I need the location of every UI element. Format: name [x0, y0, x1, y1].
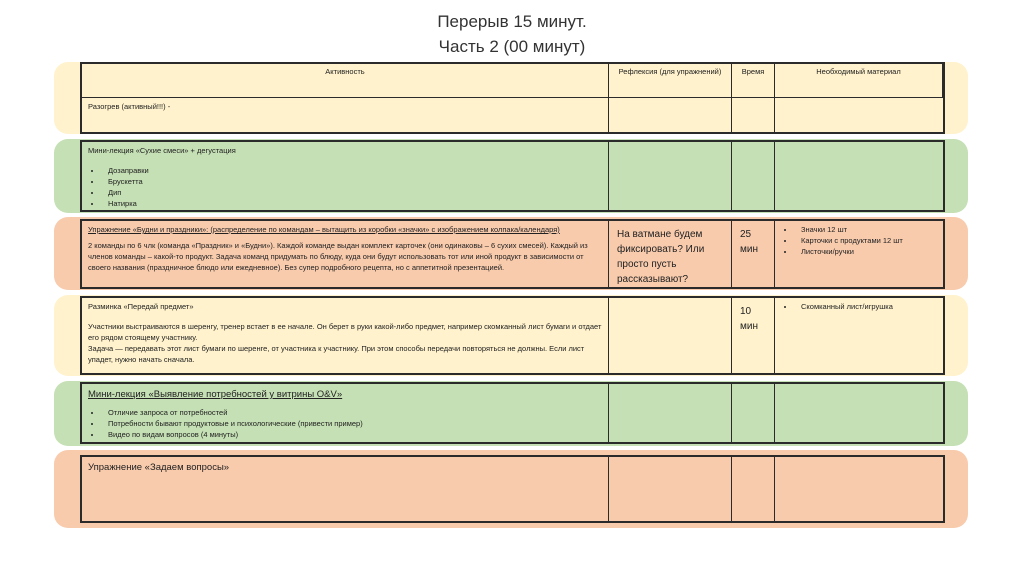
list-item: • Листочки/ручки	[795, 247, 937, 258]
material-cell	[775, 298, 943, 373]
list-item: • Видео по видам вопросов (4 минуты)	[102, 430, 602, 441]
activity-description: 2 команды по 6 члк (команда «Праздник» и «Будни»). Каждой команде выдан комплект карточек (они одинаковы – 6 сухих смесей). Каждый из членов команды – какой-то продукт. Задача команд придумать по блюду, куда они будут использовать тот или иной продукт в зависимости от своего названия (праздничное блюдо или ежедневное). Без супер подробного рецепта, но с аппетитной презентацией.	[88, 240, 588, 272]
activity-title: Разогрев (активный!!!) -	[88, 101, 171, 111]
header-material: Необходимый материал	[775, 64, 943, 98]
time-cell	[732, 142, 775, 210]
list-item: • Значки 12 шт	[795, 225, 937, 236]
table-row-warmup	[80, 62, 945, 134]
material-cell	[775, 142, 943, 210]
slide-title-line1: Перерыв 15 минут.	[437, 12, 587, 31]
header-time: Время	[732, 64, 775, 98]
activity-cell	[82, 298, 609, 373]
table-row-asking-questions	[80, 455, 945, 523]
list-item: • Брускетта	[102, 177, 602, 188]
reflection-cell	[609, 457, 732, 521]
material-cell	[775, 384, 943, 442]
table-row-needs-lecture	[80, 382, 945, 444]
material-cell	[775, 98, 943, 133]
header-activity: Активность	[82, 64, 609, 98]
list-item: • Дозаправки	[102, 166, 602, 177]
activity-title: Мини-лекция «Сухие смеси» + дегустация	[88, 146, 236, 155]
reflection-cell: На ватмане будем фиксировать? Или просто пусть рассказывают?	[609, 221, 732, 287]
activity-cell	[82, 98, 609, 133]
list-item: • Натирка	[102, 199, 602, 210]
activity-cell	[82, 384, 609, 442]
bullet-list	[102, 166, 602, 210]
activity-cell	[82, 221, 609, 287]
activity-description: Участники выстраиваются в шеренгу, тренер встает в ее начале. Он берет в руки какой-либо предмет, например скомканный лист бумаги и отдает его рядом стоящему участнику.	[88, 321, 602, 342]
activity-title: Упражнение «Будни и праздники»: (распределение по командам – вытащить из коробки «значки» с изображением колпака/календаря)	[88, 225, 560, 234]
time-cell	[732, 98, 775, 133]
list-item: • Потребности бывают продуктовые и психологические (привести пример)	[102, 419, 602, 430]
reflection-cell	[609, 384, 732, 442]
activity-cell	[82, 142, 609, 210]
slide-title-line2: Часть 2 (00 минут)	[438, 37, 586, 56]
table-row-pass-item	[80, 296, 945, 375]
reflection-cell	[609, 142, 732, 210]
activity-title: Мини-лекция «Выявление потребностей у витрины O&V»	[88, 389, 343, 400]
activity-title: Упражнение «Задаем вопросы»	[88, 462, 230, 473]
material-cell	[775, 221, 943, 287]
reflection-cell	[609, 98, 732, 133]
time-cell	[732, 457, 775, 521]
reflection-cell	[609, 298, 732, 373]
list-item: • Карточки с продуктами 12 шт	[795, 236, 937, 247]
time-cell: 10 мин	[732, 298, 775, 373]
time-cell: 25 мин	[732, 221, 775, 287]
list-item: • Отличие запроса от потребностей	[102, 408, 602, 419]
header-reflection: Рефлексия (для упражнений)	[609, 64, 732, 98]
table-row-dry-mixes	[80, 140, 945, 212]
time-cell	[732, 384, 775, 442]
list-item: • Дип	[102, 188, 602, 199]
table-row-weekdays-holidays	[80, 219, 945, 289]
material-cell	[775, 457, 943, 521]
activity-title: Разминка «Передай предмет»	[88, 302, 194, 311]
activity-task: Задача — передавать этот лист бумаги по шеренге, от участника к участнику. При этом способы передачи повторяться не должны. Если лист упадет, нужно начать сначала.	[88, 343, 585, 364]
activity-cell	[82, 457, 609, 521]
list-item: • Скомканный лист/игрушка	[795, 302, 937, 313]
